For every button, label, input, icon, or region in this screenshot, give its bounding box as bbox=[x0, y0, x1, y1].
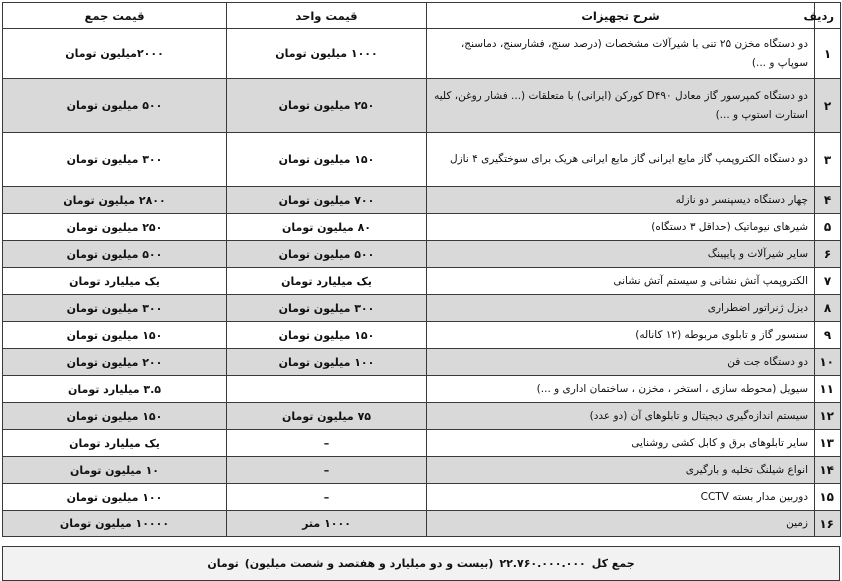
row-index: ۶ bbox=[815, 241, 841, 268]
row-description: سایر شیرآلات و پایپینگ bbox=[427, 241, 815, 268]
row-unit-price: ۵۰۰ میلیون تومان bbox=[227, 241, 427, 268]
table-row bbox=[3, 241, 841, 268]
grand-total-amount: ۲۲.۷۶۰.۰۰۰.۰۰۰ bbox=[499, 557, 586, 570]
table-row bbox=[3, 295, 841, 322]
row-unit-price: – bbox=[227, 484, 427, 511]
table-row bbox=[3, 457, 841, 484]
row-unit-price: ۱۰۰۰ متر bbox=[227, 511, 427, 537]
row-index: ۱۰ bbox=[815, 349, 841, 376]
row-index: ۴ bbox=[815, 187, 841, 214]
row-unit-price: – bbox=[227, 457, 427, 484]
row-index: ۱ bbox=[815, 29, 841, 79]
row-index: ۵ bbox=[815, 214, 841, 241]
grand-total-row bbox=[2, 546, 840, 581]
grand-total-in-words: (بیست و دو میلیارد و هفتصد و شصت میلیون) bbox=[244, 557, 494, 570]
row-index: ۱۵ bbox=[815, 484, 841, 511]
table-row bbox=[3, 376, 841, 403]
row-unit-price: ۱۰۰۰ میلیون تومان bbox=[227, 29, 427, 79]
row-description: سایر تابلوهای برق و کابل کشی روشنایی bbox=[427, 430, 815, 457]
table-row bbox=[3, 133, 841, 187]
row-description: سنسور گاز و تابلوی مربوطه (۱۲ کاناله) bbox=[427, 322, 815, 349]
row-index: ۱۶ bbox=[815, 511, 841, 537]
row-description: دیزل ژنراتور اضطراری bbox=[427, 295, 815, 322]
grand-total-currency: تومان bbox=[207, 557, 239, 570]
header-index: ردیف bbox=[815, 3, 841, 29]
row-index: ۱۴ bbox=[815, 457, 841, 484]
row-index: ۸ bbox=[815, 295, 841, 322]
table-row bbox=[3, 214, 841, 241]
row-total-price: ۵۰۰ میلیون تومان bbox=[3, 79, 227, 133]
row-description: سیویل (محوطه سازی ، استخر ، مخزن ، ساختمان اداری و ...) bbox=[427, 376, 815, 403]
row-index: ۲ bbox=[815, 79, 841, 133]
row-unit-price: ۸۰ میلیون تومان bbox=[227, 214, 427, 241]
row-total-price: ۳.۵ میلیارد تومان bbox=[3, 376, 227, 403]
row-total-price: ۳۰۰ میلیون تومان bbox=[3, 133, 227, 187]
table-row bbox=[3, 268, 841, 295]
row-unit-price: ۷۰۰ میلیون تومان bbox=[227, 187, 427, 214]
grand-total-label: جمع کل bbox=[591, 557, 635, 570]
row-index: ۷ bbox=[815, 268, 841, 295]
row-description: دوربین مدار بسته CCTV bbox=[427, 484, 815, 511]
row-description: دو دستگاه مخزن ۲۵ تنی با شیرآلات مشخصات (درصد سنج، فشارسنج، دماسنج، سوپاپ و ...) bbox=[427, 29, 815, 79]
row-index: ۱۱ bbox=[815, 376, 841, 403]
table-row bbox=[3, 79, 841, 133]
row-unit-price: ۳۰۰ میلیون تومان bbox=[227, 295, 427, 322]
row-unit-price: یک میلیارد تومان bbox=[227, 268, 427, 295]
row-unit-price: ۲۵۰ میلیون تومان bbox=[227, 79, 427, 133]
row-total-price: ۱۰۰۰۰ میلیون تومان bbox=[3, 511, 227, 537]
row-description: انواع شیلنگ تخلیه و بارگیری bbox=[427, 457, 815, 484]
row-description: چهار دستگاه دیسپنسر دو نازله bbox=[427, 187, 815, 214]
table-row bbox=[3, 511, 841, 537]
row-total-price: ۱۰۰ میلیون تومان bbox=[3, 484, 227, 511]
row-index: ۱۳ bbox=[815, 430, 841, 457]
table-row bbox=[3, 430, 841, 457]
row-description: دو دستگاه جت فن bbox=[427, 349, 815, 376]
header-unit-price: قیمت واحد bbox=[227, 3, 427, 29]
equipment-price-table bbox=[2, 2, 841, 537]
table-row bbox=[3, 322, 841, 349]
row-index: ۹ bbox=[815, 322, 841, 349]
row-description: زمین bbox=[427, 511, 815, 537]
table-row bbox=[3, 403, 841, 430]
row-description: الکتروپمپ آتش نشانی و سیستم آتش نشانی bbox=[427, 268, 815, 295]
row-description: شیرهای نیوماتیک (حداقل ۳ دستگاه) bbox=[427, 214, 815, 241]
table-row bbox=[3, 187, 841, 214]
header-description: شرح تجهیزات bbox=[427, 3, 815, 29]
row-unit-price: ۱۵۰ میلیون تومان bbox=[227, 133, 427, 187]
row-unit-price: – bbox=[227, 430, 427, 457]
row-total-price: ۲۸۰۰ میلیون تومان bbox=[3, 187, 227, 214]
table-row bbox=[3, 29, 841, 79]
table-row bbox=[3, 349, 841, 376]
row-total-price: ۲۵۰ میلیون تومان bbox=[3, 214, 227, 241]
row-total-price: ۳۰۰ میلیون تومان bbox=[3, 295, 227, 322]
row-total-price: ۱۵۰ میلیون تومان bbox=[3, 322, 227, 349]
header-total-price: قیمت جمع bbox=[3, 3, 227, 29]
row-total-price: یک میلیارد تومان bbox=[3, 430, 227, 457]
row-unit-price bbox=[227, 376, 427, 403]
row-description: دو دستگاه کمپرسور گاز معادل D۴۹۰ کورکن (ایرانی) با متعلقات (... فشار روغن، کلیه استارت استوپ و ...) bbox=[427, 79, 815, 133]
row-total-price: ۲۰۰ میلیون تومان bbox=[3, 349, 227, 376]
row-total-price: ۱۵۰ میلیون تومان bbox=[3, 403, 227, 430]
row-index: ۱۲ bbox=[815, 403, 841, 430]
row-total-price: ۱۰ میلیون تومان bbox=[3, 457, 227, 484]
row-total-price: ۲۰۰۰میلیون تومان bbox=[3, 29, 227, 79]
row-total-price: یک میلیارد تومان bbox=[3, 268, 227, 295]
row-description: دو دستگاه الکتروپمپ گاز مایع ایرانی گاز مایع ایرانی هریک برای سوختگیری ۴ نازل bbox=[427, 133, 815, 187]
row-unit-price: ۱۰۰ میلیون تومان bbox=[227, 349, 427, 376]
row-description: سیستم اندازه‌گیری دیجیتال و تابلوهای آن (دو عدد) bbox=[427, 403, 815, 430]
row-unit-price: ۷۵ میلیون تومان bbox=[227, 403, 427, 430]
row-total-price: ۵۰۰ میلیون تومان bbox=[3, 241, 227, 268]
table-row bbox=[3, 484, 841, 511]
table-header-row bbox=[3, 3, 841, 29]
row-unit-price: ۱۵۰ میلیون تومان bbox=[227, 322, 427, 349]
row-index: ۳ bbox=[815, 133, 841, 187]
